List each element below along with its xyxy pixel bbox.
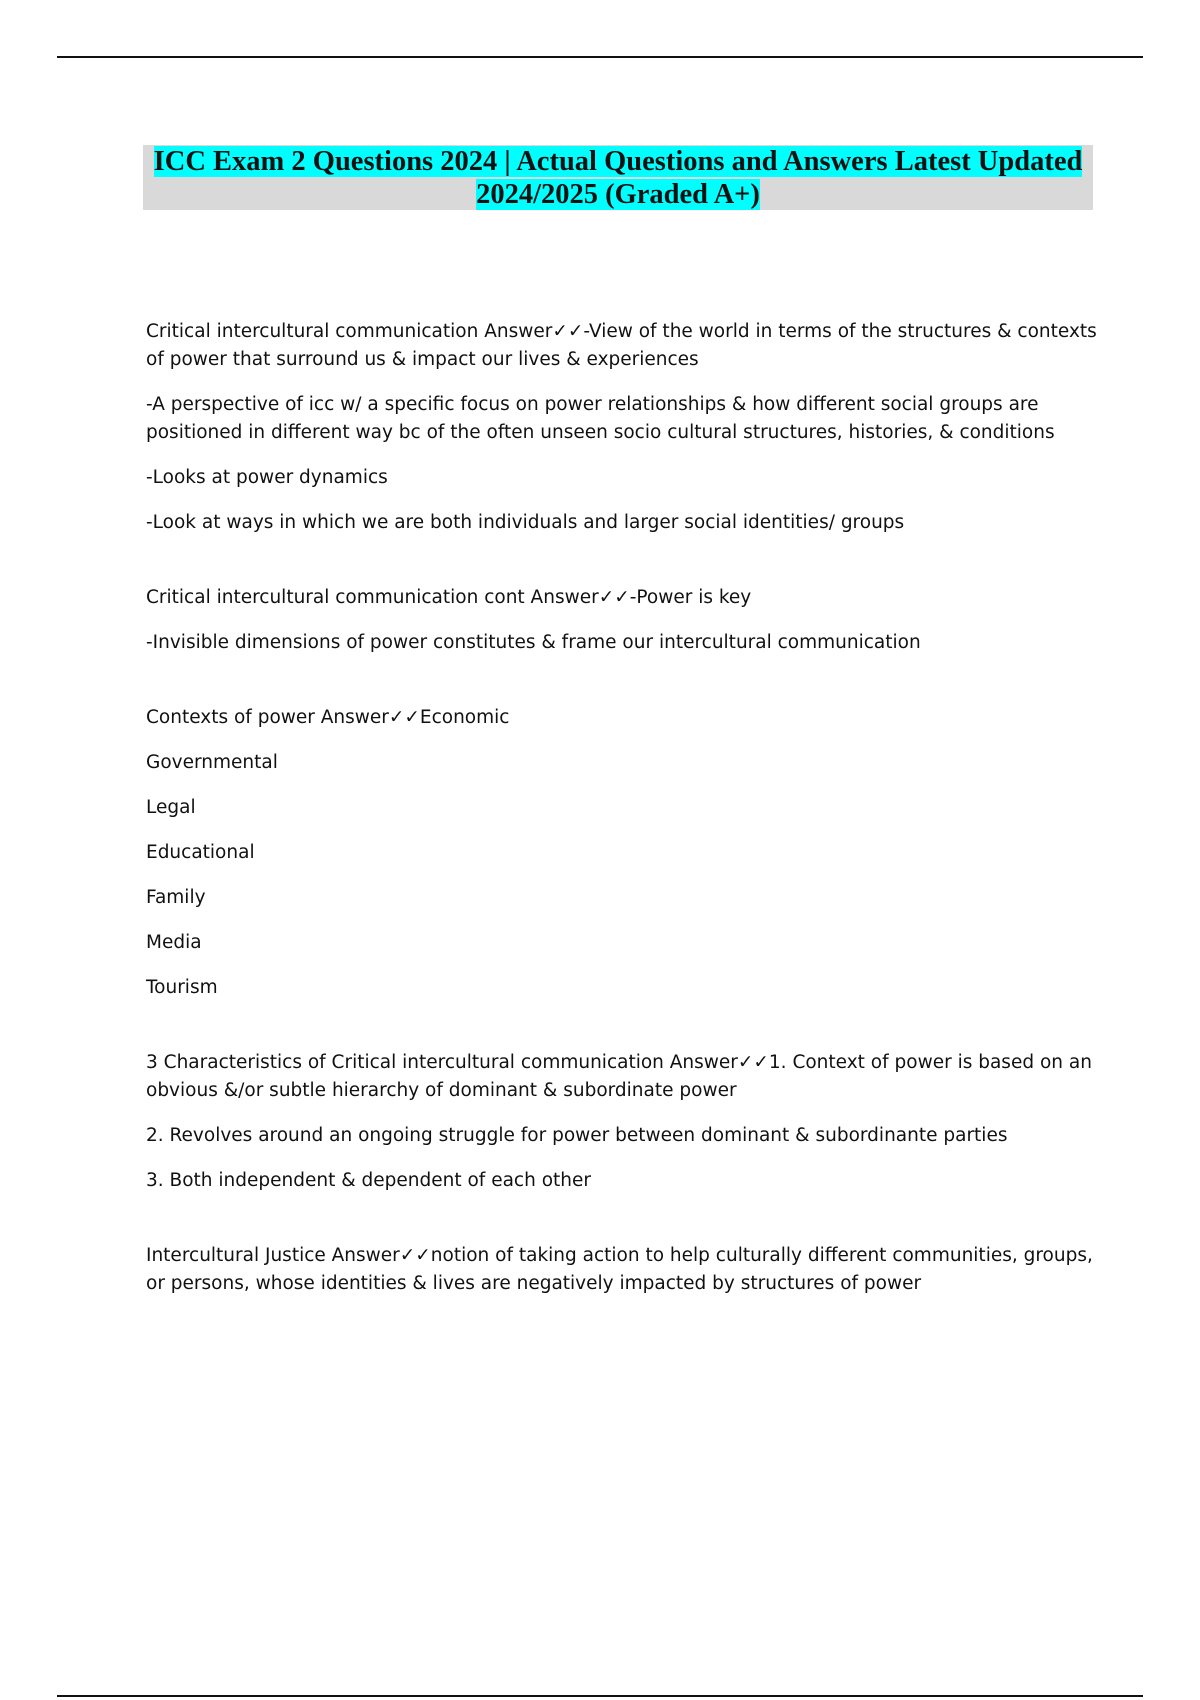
- qa-paragraph: Critical intercultural communication cont Answer✓✓-Power is key: [146, 587, 752, 608]
- qa-entry: [146, 704, 1106, 1002]
- qa-paragraph: Intercultural Justice Answer✓✓notion of taking action to help culturally different communities, groups, or persons, whose identities & lives are negatively impacted by structures of power: [146, 1245, 1093, 1294]
- qa-entry: [146, 318, 1106, 537]
- qa-entry: [146, 584, 1106, 657]
- qa-paragraph: -Look at ways in which we are both individuals and larger social identities/ groups: [146, 512, 905, 533]
- qa-paragraph: -Invisible dimensions of power constitutes & frame our intercultural communication: [146, 632, 921, 653]
- title-line-1: ICC Exam 2 Questions 2024 | Actual Questions and Answers Latest Updated: [153, 146, 1083, 177]
- qa-paragraph: Legal: [146, 797, 196, 818]
- qa-paragraph: Media: [146, 932, 202, 953]
- bottom-rule: [57, 1695, 1143, 1697]
- qa-entry: [146, 1049, 1106, 1195]
- title-line-2: 2024/2025 (Graded A+): [476, 179, 760, 210]
- qa-paragraph: Family: [146, 887, 206, 908]
- qa-content: [146, 318, 1106, 1315]
- qa-paragraph: Educational: [146, 842, 255, 863]
- qa-paragraph: -Looks at power dynamics: [146, 467, 388, 488]
- qa-paragraph: Critical intercultural communication Answer✓✓-View of the world in terms of the structures & contexts of power that surround us & impact our lives & experiences: [146, 321, 1097, 370]
- qa-paragraph: 2. Revolves around an ongoing struggle for power between dominant & subordinante parties: [146, 1125, 1008, 1146]
- qa-paragraph: Governmental: [146, 752, 278, 773]
- qa-paragraph: 3. Both independent & dependent of each other: [146, 1170, 591, 1191]
- qa-entry: [146, 1242, 1106, 1298]
- document-title: [143, 145, 1093, 210]
- qa-paragraph: Contexts of power Answer✓✓Economic: [146, 707, 510, 728]
- qa-paragraph: 3 Characteristics of Critical intercultural communication Answer✓✓1. Context of power is based on an obvious &/or subtle hierarchy of dominant & subordinate power: [146, 1052, 1092, 1101]
- top-rule: [57, 56, 1143, 58]
- qa-paragraph: -A perspective of icc w/ a specific focus on power relationships & how different social groups are positioned in different way bc of the often unseen socio cultural structures, histories, & conditions: [146, 394, 1055, 443]
- qa-paragraph: Tourism: [146, 977, 218, 998]
